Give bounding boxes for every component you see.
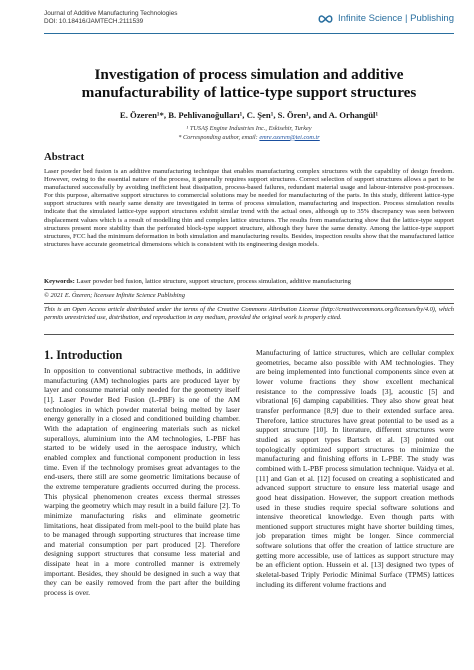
author-email-link[interactable]: emre.ozeren@tei.com.tr bbox=[259, 133, 320, 141]
keywords-text: Laser powder bed fusion, lattice structure, support structure, process simulation, additive manufacturing bbox=[74, 278, 351, 285]
affiliation-line: ¹ TUSAŞ Engine Industries Inc., Eskisehir, Turkey bbox=[186, 125, 312, 132]
license-text: This is an Open Access article distributed under the terms of the Creative Commons Attribution License (http://creativecommons.org/licenses/by/4.0), which permits unrestricted use, distribution, and reproduction in any medium, provided the original work is properly cited. bbox=[44, 306, 454, 322]
publisher-name: Infinite Science | Publishing bbox=[337, 13, 454, 24]
paper-title: Investigation of process simulation and additive manufacturability of lattice-type support structures bbox=[81, 66, 417, 101]
divider bbox=[44, 334, 454, 335]
corresponding-author bbox=[44, 134, 454, 143]
affiliations bbox=[44, 125, 454, 142]
divider bbox=[44, 303, 454, 304]
introduction-heading: 1. Introduction bbox=[44, 348, 123, 362]
keywords-label: Keywords: bbox=[44, 278, 75, 285]
copyright-notice: © 2021 E. Özeren; licensee Infinite Science Publishing bbox=[44, 292, 185, 299]
infinity-icon bbox=[317, 14, 334, 24]
left-column bbox=[44, 348, 240, 598]
introduction-paragraph: In opposition to conventional subtractive methods, in additive manufacturing (AM) technologies parts are produced layer by layer and consume material only needed for the geometry itself [1]. Laser Powder Bed Fusion (L-PBF) is one of the AM technologies in which powder material being melted by laser energy generally in a closed and conditioned building chamber. With the adaptation of engineering materials such as nickel superalloys, aluminium into the AM technologies, L-PBF has started to be widely used in the aerospace industry, which enabled complex and functional component production in less time. Even if the technology promises great advantages to the end-users, there still are some geometric limitations because of the extreme temperature gradients occurred during the process. This physical phenomenon creates excess thermal stresses warping the geometry which may result in a build failure [2]. To minimize manufacturing risks and eliminate geometric limitations, heat dissipated from melt-pool to the build plate has to be managed through supporting structures that increase time and material consumption per part produced [2]. Therefore designing support structures that consume less material and dissipate heat in a more controlled manner is extremely important. Besides, they should be designed in such a way that they can be easily removed from the part after the building process is over. bbox=[44, 366, 240, 598]
header-divider bbox=[44, 33, 454, 34]
divider bbox=[44, 289, 454, 290]
abstract-heading: Abstract bbox=[44, 151, 85, 163]
introduction-paragraph-continued: Manufacturing of lattice structures, which are cellular complex geometries, became also possible with AM technologies. They are being implemented into functional components since even at lower volume fractions they show excellent mechanical resistance to the compressive loads [3], acoustic [5] and vibrational [6] damping capabilities. They also show great heat transfer performance [8,9] due to their extended surface area. Therefore, lattice structures have great potential to be used as a support structure [10]. In literature, different structures were studied as support types Bartsch et al. [3] pointed out topologically optimized support structures to minimize the manufacturing and finishing efforts in L-PBF. The study was combined with L-PBF process simulation technique. Vaidya et al. [11] and Gan et al. [12] focused on creating a sophisticated and advanced support structure to ensure less material usage and good heat dissipation. However, the support creation methods used in these studies require special software solutions and intensive theoretical knowledge. Even though parts with mentioned support structures might have shorter building times, job preparation times might be longer. Since commercial software solutions that offer the creation of lattice structure are getting more accessible, use of lattices as support structure may be an efficient option. Hussein et al. [13] designed two types of skeletal-based Triply Periodic Minimal Surface (TPMS) lattices including its different volume fractions and bbox=[256, 348, 454, 589]
author-list: E. Özeren¹*, B. Pehlivanoğulları¹, C. Şen¹, S. Ören¹, and A. Orhangül¹ bbox=[119, 110, 379, 120]
publisher-logo bbox=[317, 13, 454, 24]
journal-doi: DOI: 10.18416/JAMTECH.2111539 bbox=[44, 18, 144, 26]
keywords bbox=[44, 278, 454, 286]
journal-header bbox=[44, 10, 177, 26]
corresponding-label: * Corresponding author, email: bbox=[178, 133, 260, 141]
right-column bbox=[256, 348, 454, 589]
journal-name: Journal of Additive Manufacturing Technologies bbox=[44, 10, 178, 17]
abstract-text: Laser powder bed fusion is an additive manufacturing technique that enables manufacturing complex structures with the capability of design freedom. However, owing to the essential nature of the process, it generally requires support structures. Correct selection of support structures allows a part to be manufactured successfully by avoiding inefficient heat dissipation, process-based failures, redundant material usage and labour-intensive post-processes. For this purpose, alternative support structures to commercial solutions may be needed for manufacturing of the parts. In this study, different lattice-type support structures with nearly same density are investigated in terms of process simulation, manufacturing and inspection. Process simulation results indicate that the simulated lattice-type support structures exhibit similar trend with the actual ones, although up to 35% discrepancy was seen between displacement values which is a result of modelling thin and complex lattice structures. The results from manufacturing show that the lattice-type support structures present more stability than the perforated block-type support structure, although they have the same density. Among the lattice-type support structures, FCC had the minimum deformation in both simulation and manufacturing results. Besides, inspection results show that the manufactured lattice structures have accurate geometrical dimensions which is consistent with its engineering design models. bbox=[44, 168, 454, 248]
